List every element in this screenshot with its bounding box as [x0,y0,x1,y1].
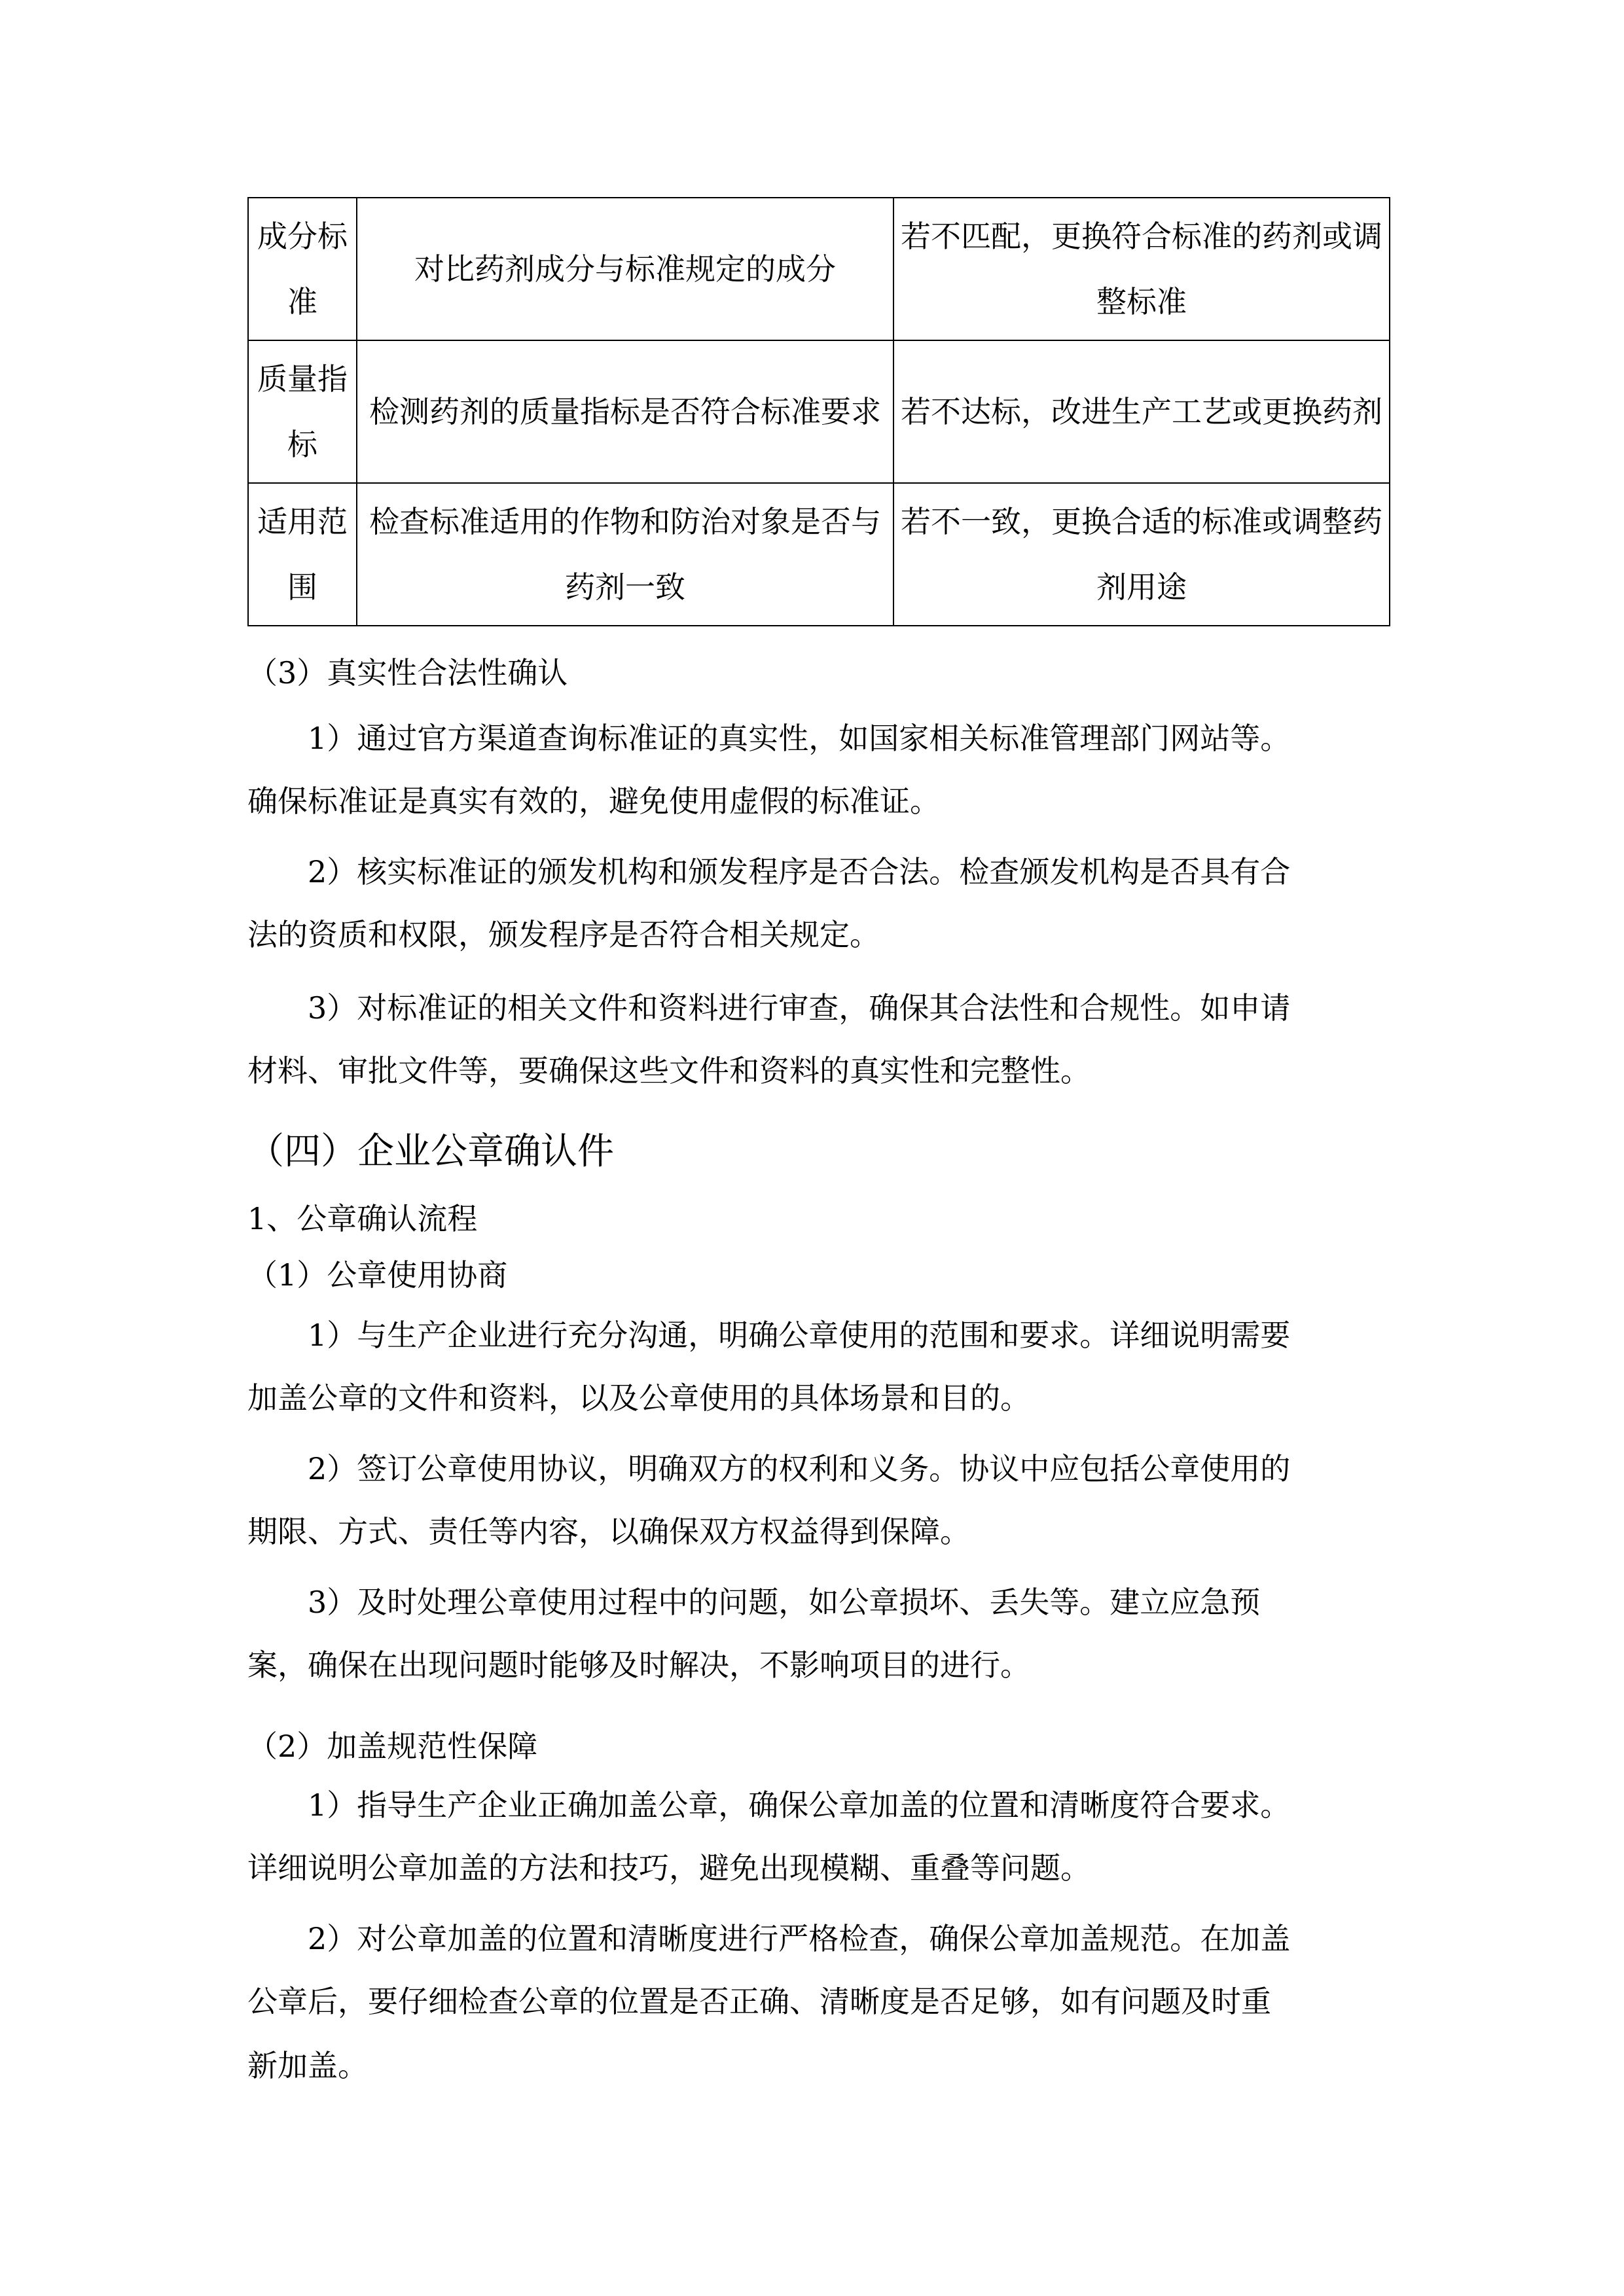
paragraph-line: 2）核实标准证的颁发机构和颁发程序是否合法。检查颁发机构是否具有合 [308,854,1291,889]
verification-table [247,197,1390,626]
table-cell: 成分标准 [248,198,357,340]
section-heading: （四）企业公章确认件 [247,1130,614,1173]
table-cell: 若不一致，更换合适的标准或调整药剂用途 [893,483,1390,626]
paragraph-line: 3）及时处理公章使用过程中的问题，如公章损坏、丢失等。建立应急预 [308,1585,1261,1620]
table-cell: 质量指标 [248,340,357,483]
table-row [248,198,1390,340]
table-cell: 检查标准适用的作物和防治对象是否与药剂一致 [357,483,893,626]
paragraph-line: 材料、审批文件等，要确保这些文件和资料的真实性和完整性。 [247,1053,1091,1088]
paragraph-line: 期限、方式、责任等内容，以确保双方权益得到保障。 [247,1514,970,1549]
paragraph-line: 公章后，要仔细检查公章的位置是否正确、清晰度是否足够，如有问题及时重 [247,1984,1271,2019]
table-cell: 适用范围 [248,483,357,626]
paragraph-line: 1）通过官方渠道查询标准证的真实性，如国家相关标准管理部门网站等。 [308,721,1291,756]
paragraph-line: 案，确保在出现问题时能够及时解决，不影响项目的进行。 [247,1647,1030,1683]
paragraph-line: 3）对标准证的相关文件和资料进行审查，确保其合法性和合规性。如申请 [308,990,1291,1026]
paragraph-line: 1）指导生产企业正确加盖公章，确保公章加盖的位置和清晰度符合要求。 [308,1787,1291,1823]
subsection-heading: （1）公章使用协商 [247,1257,508,1293]
subsection-heading: （2）加盖规范性保障 [247,1729,538,1764]
table-row [248,340,1390,483]
paragraph-line: 2）签订公章使用协议，明确双方的权利和义务。协议中应包括公章使用的 [308,1451,1291,1486]
table-cell: 若不匹配，更换符合标准的药剂或调整标准 [893,198,1390,340]
subsection-heading: 1、公章确认流程 [247,1201,478,1236]
subsection-heading: （3）真实性合法性确认 [247,655,568,691]
table-row [248,483,1390,626]
paragraph-line: 2）对公章加盖的位置和清晰度进行严格检查，确保公章加盖规范。在加盖 [308,1921,1291,1956]
table-cell: 若不达标，改进生产工艺或更换药剂 [893,340,1390,483]
paragraph-line: 新加盖。 [247,2048,368,2083]
paragraph-line: 详细说明公章加盖的方法和技巧，避免出现模糊、重叠等问题。 [247,1850,1091,1886]
table-cell: 对比药剂成分与标准规定的成分 [357,198,893,340]
paragraph-line: 加盖公章的文件和资料，以及公章使用的具体场景和目的。 [247,1380,1030,1416]
paragraph-line: 确保标准证是真实有效的，避免使用虚假的标准证。 [247,783,940,819]
paragraph-line: 1）与生产企业进行充分沟通，明确公章使用的范围和要求。详细说明需要 [308,1318,1291,1353]
paragraph-line: 法的资质和权限，颁发程序是否符合相关规定。 [247,917,880,952]
table-cell: 检测药剂的质量指标是否符合标准要求 [357,340,893,483]
